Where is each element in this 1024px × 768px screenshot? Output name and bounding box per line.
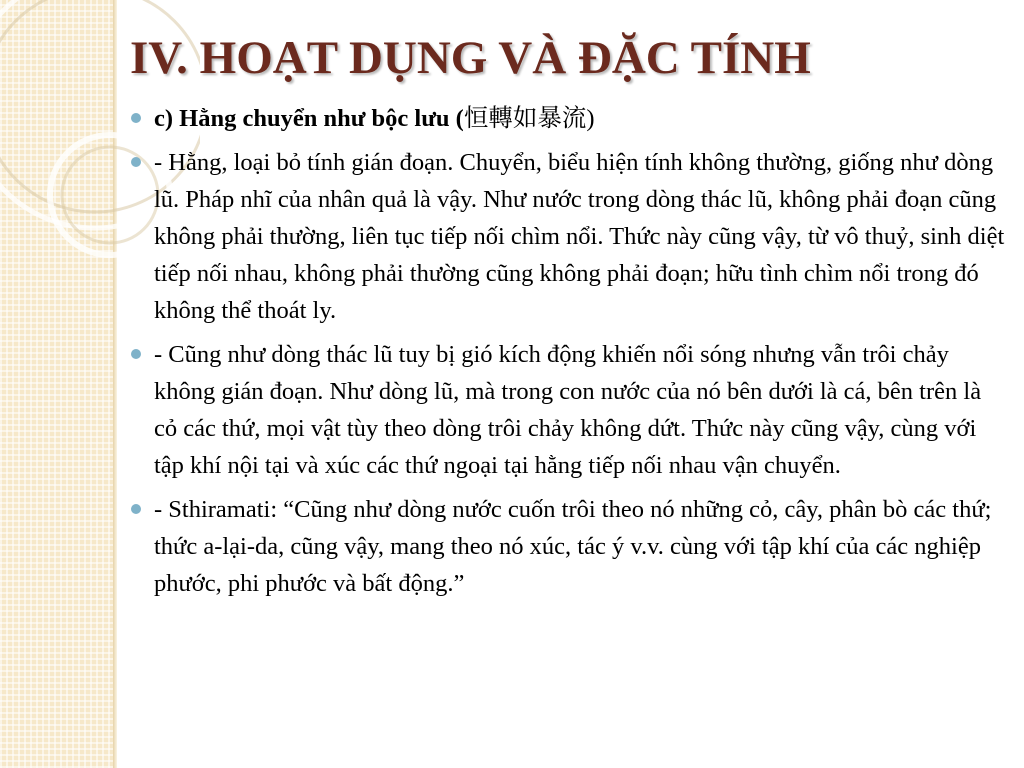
bullet-item-2	[126, 336, 1006, 484]
bullet-dot-icon	[131, 157, 141, 167]
subheading-cjk-text: 恒轉如暴流	[463, 105, 587, 132]
bullet-dot-icon	[131, 349, 141, 359]
bullet-dot-icon	[131, 504, 141, 514]
bullet-item-3	[126, 491, 1006, 602]
paragraph-text: - Sthiramati: “Cũng như dòng nước cuốn trôi theo nó những cỏ, cây, phân bò các thứ; thức a-lại-da, cũng vậy, mang theo nó xúc, tác ý v.v. cùng với tập khí của các nghiệp phước, phi phước và bất động.”	[154, 496, 992, 597]
paragraph-text: - Hằng, loại bỏ tính gián đoạn. Chuyển, biểu hiện tính không thường, giống như dòng lũ. Pháp nhĩ của nhân quả là vậy. Như nước trong dòng thác lũ, không phải đoạn cũng không phải thường, liên tục tiếp nối chìm nổi. Thức này cũng vậy, từ vô thuỷ, sinh diệt tiếp nối nhau, không phải thường cũng không phải đoạn; hữu tình chìm nổi trong đó không thể thoát ly.	[154, 149, 1005, 324]
bullet-item-1	[126, 144, 1006, 329]
bullet-item-subheading	[126, 100, 1006, 137]
paragraph-text: - Cũng như dòng thác lũ tuy bị gió kích động khiến nổi sóng nhưng vẫn trôi chảy không gián đoạn. Như dòng lũ, mà trong con nước của nó bên dưới là cá, bên trên là cỏ các thứ, mọi vật tùy theo dòng trôi chảy không dứt. Thức này cũng vậy, cùng với tập khí nội tại và xúc các thứ ngoại tại hằng tiếp nối nhau vận chuyển.	[154, 341, 982, 479]
bullet-list	[126, 100, 1006, 609]
slide-title: IV. HOẠT DỤNG VÀ ĐẶC TÍNH	[130, 32, 811, 84]
bullet-dot-icon	[131, 113, 141, 123]
subheading-close-text: )	[586, 105, 595, 132]
subheading-text: c) Hằng chuyển như bộc lưu (	[154, 105, 464, 132]
